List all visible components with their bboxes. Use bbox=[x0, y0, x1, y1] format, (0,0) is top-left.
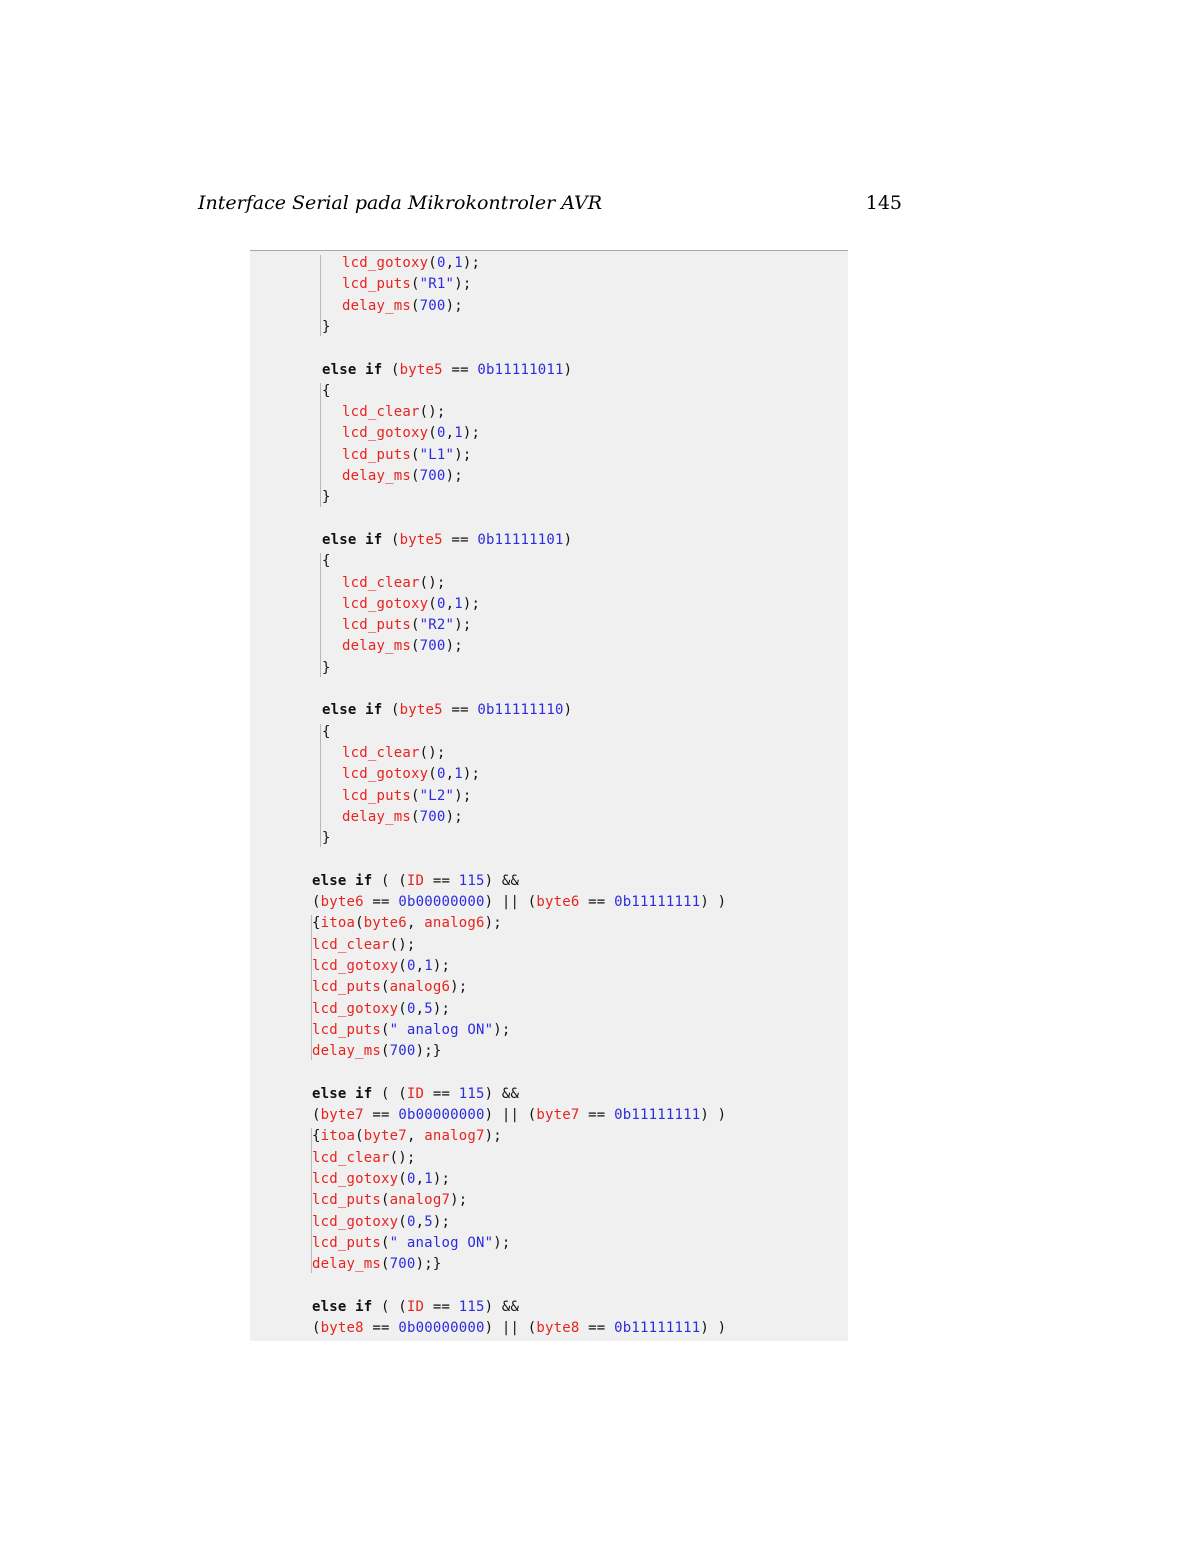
code-line bbox=[342, 423, 480, 444]
code-token: , bbox=[445, 595, 455, 612]
code-token: { bbox=[322, 382, 331, 399]
code-token: ); bbox=[454, 617, 472, 634]
code-token: ( bbox=[428, 766, 437, 783]
code-token: "L1" bbox=[419, 446, 455, 463]
code-token: , bbox=[415, 1213, 425, 1230]
code-line bbox=[342, 743, 446, 764]
code-token: 0b00000000 bbox=[398, 1320, 485, 1336]
code-token: byte7 bbox=[363, 1128, 407, 1145]
code-token: delay_ms bbox=[312, 1043, 382, 1060]
code-line bbox=[312, 935, 416, 956]
code-token: ); bbox=[484, 915, 502, 932]
code-line bbox=[312, 956, 450, 977]
code-token: lcd_clear bbox=[312, 1149, 390, 1166]
code-token: byte6 bbox=[536, 894, 580, 910]
code-token: 700 bbox=[419, 808, 446, 825]
code-token: (); bbox=[419, 744, 446, 761]
code-line bbox=[342, 636, 463, 657]
code-token: byte5 bbox=[399, 361, 443, 378]
code-token: 1 bbox=[454, 766, 463, 783]
code-token: lcd_gotoxy bbox=[342, 425, 429, 442]
code-token: byte7 bbox=[320, 1107, 364, 1123]
code-token: ) && bbox=[484, 1085, 520, 1102]
code-token: 0b00000000 bbox=[398, 1107, 485, 1123]
code-token: delay_ms bbox=[342, 297, 412, 314]
code-line bbox=[322, 381, 331, 402]
code-token: ) || ( bbox=[484, 894, 537, 910]
code-token: ( bbox=[411, 617, 420, 634]
code-token: == bbox=[424, 1298, 459, 1315]
code-token: 115 bbox=[458, 1085, 485, 1102]
code-token: ) bbox=[563, 531, 573, 548]
code-token: lcd_puts bbox=[312, 1234, 382, 1251]
code-token: ) || ( bbox=[484, 1320, 537, 1336]
code-token: (); bbox=[389, 1149, 416, 1166]
code-line bbox=[322, 828, 331, 849]
code-token: ( bbox=[428, 595, 437, 612]
code-token: 0 bbox=[436, 255, 446, 271]
code-token: { bbox=[322, 723, 331, 740]
code-token: 115 bbox=[458, 872, 485, 889]
code-token: lcd_clear bbox=[342, 404, 420, 421]
code-token: ( bbox=[312, 894, 321, 910]
code-token: ) && bbox=[484, 1298, 520, 1315]
code-token: 0b11111111 bbox=[614, 1107, 701, 1123]
code-token: byte8 bbox=[536, 1320, 580, 1336]
code-token: ); bbox=[493, 1021, 511, 1038]
code-token: == bbox=[363, 1320, 399, 1336]
code-token: ); bbox=[445, 468, 463, 484]
code-token: , bbox=[415, 1170, 425, 1187]
code-token: ( bbox=[411, 446, 420, 463]
code-token: 1 bbox=[424, 1170, 433, 1187]
code-token: ( bbox=[312, 1320, 321, 1336]
code-token: ); bbox=[445, 638, 463, 655]
code-token: ) || ( bbox=[484, 1107, 537, 1123]
code-token: );} bbox=[415, 1256, 442, 1273]
code-token: == bbox=[442, 702, 478, 719]
code-line bbox=[322, 530, 572, 551]
code-line bbox=[312, 999, 450, 1020]
code-token: == bbox=[363, 1107, 399, 1123]
code-token: 0 bbox=[436, 595, 446, 612]
code-token: ( ( bbox=[372, 1085, 407, 1102]
code-token: 0 bbox=[406, 957, 416, 974]
code-token: lcd_gotoxy bbox=[312, 1213, 399, 1230]
code-token: } bbox=[322, 318, 331, 335]
block-guide-line bbox=[311, 1128, 312, 1273]
code-token: 1 bbox=[454, 425, 463, 442]
code-token: else if bbox=[322, 361, 383, 378]
code-token: ); bbox=[445, 808, 463, 825]
code-token: , bbox=[445, 255, 455, 271]
code-token: ); bbox=[432, 1170, 451, 1187]
code-token: ( bbox=[381, 979, 390, 996]
code-token: ( bbox=[381, 1192, 390, 1209]
code-token: lcd_gotoxy bbox=[312, 1170, 399, 1187]
code-token: ( bbox=[312, 1107, 321, 1123]
code-line bbox=[312, 1041, 441, 1062]
code-token: ( bbox=[382, 361, 400, 378]
code-line bbox=[342, 615, 471, 636]
code-token: byte8 bbox=[320, 1320, 364, 1336]
code-token: == bbox=[579, 894, 615, 910]
code-token: (); bbox=[419, 574, 446, 591]
code-line bbox=[322, 700, 572, 721]
code-token: ); bbox=[462, 425, 481, 442]
code-token: ( bbox=[411, 297, 420, 314]
code-token: else if bbox=[312, 1298, 373, 1315]
code-token: ); bbox=[432, 1000, 451, 1017]
code-line bbox=[322, 722, 331, 743]
code-token: 0b00000000 bbox=[398, 894, 485, 910]
code-token: { bbox=[322, 553, 331, 570]
code-token: else if bbox=[322, 531, 383, 548]
code-line bbox=[312, 1190, 467, 1211]
block-guide-line bbox=[320, 553, 321, 677]
code-token: ); bbox=[454, 787, 472, 804]
code-line bbox=[322, 551, 331, 572]
code-token: lcd_gotoxy bbox=[342, 766, 429, 783]
code-line bbox=[312, 977, 467, 998]
code-token: 700 bbox=[389, 1256, 416, 1273]
code-token: ) && bbox=[484, 872, 520, 889]
code-token: ); bbox=[493, 1234, 511, 1251]
code-token: ); bbox=[484, 1128, 502, 1145]
code-token: == bbox=[579, 1320, 615, 1336]
code-token: (); bbox=[419, 404, 446, 421]
code-line bbox=[342, 764, 480, 785]
code-line bbox=[342, 402, 446, 423]
code-token: 115 bbox=[458, 1298, 485, 1315]
code-token: lcd_clear bbox=[342, 574, 420, 591]
code-line bbox=[342, 786, 471, 807]
code-token: 700 bbox=[419, 468, 446, 484]
code-line bbox=[312, 1020, 510, 1041]
block-guide-line bbox=[320, 255, 321, 336]
code-token: ( bbox=[382, 702, 400, 719]
code-token: 0 bbox=[436, 766, 446, 783]
code-line bbox=[342, 466, 463, 487]
code-line bbox=[322, 317, 331, 338]
code-line bbox=[312, 1169, 450, 1190]
code-line bbox=[322, 360, 572, 381]
code-token: ( bbox=[411, 638, 420, 655]
code-line bbox=[312, 871, 519, 892]
code-token: ( bbox=[381, 1043, 390, 1060]
code-line bbox=[342, 445, 471, 466]
code-token: ( bbox=[381, 1021, 390, 1038]
code-token: ); bbox=[432, 957, 451, 974]
page-number: 145 bbox=[865, 192, 902, 214]
code-token: else if bbox=[312, 1085, 373, 1102]
code-token: lcd_puts bbox=[312, 979, 382, 996]
code-token: delay_ms bbox=[312, 1256, 382, 1273]
block-guide-line bbox=[320, 724, 321, 848]
code-token: ( bbox=[428, 425, 437, 442]
code-token: ID bbox=[406, 872, 425, 889]
code-token: } bbox=[322, 830, 331, 847]
code-token: ( bbox=[381, 1256, 390, 1273]
code-line bbox=[342, 573, 446, 594]
code-token: lcd_puts bbox=[342, 617, 412, 634]
code-token: ( ( bbox=[372, 1298, 407, 1315]
code-token: (); bbox=[389, 936, 416, 953]
code-line bbox=[312, 1212, 450, 1233]
code-token: ( bbox=[355, 1128, 364, 1145]
code-token: itoa bbox=[320, 915, 356, 932]
code-token: byte7 bbox=[536, 1107, 580, 1123]
code-token: 0b11111111 bbox=[614, 1320, 701, 1336]
code-token: " analog ON" bbox=[389, 1021, 494, 1038]
code-token: analog7 bbox=[424, 1128, 485, 1145]
code-token: ); bbox=[445, 297, 463, 314]
code-token: lcd_clear bbox=[342, 744, 420, 761]
code-line bbox=[312, 1105, 726, 1126]
code-token: ( bbox=[382, 531, 400, 548]
code-line bbox=[312, 1318, 726, 1339]
code-token: ) bbox=[563, 361, 573, 378]
code-token: lcd_puts bbox=[342, 446, 412, 463]
code-token: );} bbox=[415, 1043, 442, 1060]
code-token: , bbox=[445, 766, 455, 783]
code-token: 1 bbox=[424, 957, 433, 974]
running-title: Interface Serial pada Mikrokontroler AVR bbox=[198, 192, 603, 214]
block-guide-line bbox=[320, 383, 321, 507]
code-token: itoa bbox=[320, 1128, 356, 1145]
code-token: 5 bbox=[424, 1213, 433, 1230]
code-token: ( bbox=[411, 808, 420, 825]
code-token: ( bbox=[381, 1234, 390, 1251]
code-token: 0 bbox=[406, 1213, 416, 1230]
code-line bbox=[312, 1084, 519, 1105]
code-token: lcd_puts bbox=[312, 1192, 382, 1209]
page-header bbox=[198, 192, 902, 220]
code-token: else if bbox=[312, 872, 373, 889]
code-token: ) ) bbox=[700, 1107, 727, 1123]
code-token: delay_ms bbox=[342, 468, 412, 484]
code-token: } bbox=[322, 659, 331, 676]
code-token: 1 bbox=[454, 595, 463, 612]
code-token: analog6 bbox=[424, 915, 485, 932]
code-line bbox=[322, 487, 331, 508]
code-token: byte6 bbox=[363, 915, 407, 932]
code-token: ID bbox=[406, 1085, 425, 1102]
code-token: ); bbox=[454, 446, 472, 463]
code-token: ( bbox=[398, 1000, 407, 1017]
code-token: == bbox=[579, 1107, 615, 1123]
code-line bbox=[312, 1233, 510, 1254]
code-token: 0b11111101 bbox=[477, 531, 564, 548]
code-line bbox=[342, 253, 480, 274]
code-token: 0b11111110 bbox=[477, 702, 564, 719]
code-line bbox=[312, 892, 726, 913]
code-token: ); bbox=[462, 595, 481, 612]
code-line bbox=[342, 807, 463, 828]
code-token: , bbox=[415, 1000, 425, 1017]
code-token: delay_ms bbox=[342, 638, 412, 655]
code-line bbox=[312, 1148, 416, 1169]
code-token: ); bbox=[450, 1192, 468, 1209]
code-line bbox=[342, 274, 471, 295]
code-token: , bbox=[445, 425, 455, 442]
code-token: ) ) bbox=[700, 894, 727, 910]
code-token: , bbox=[406, 1128, 425, 1145]
code-token: 700 bbox=[389, 1043, 416, 1060]
code-token: ) bbox=[563, 702, 573, 719]
code-token: ( bbox=[411, 468, 420, 484]
code-token: ) ) bbox=[700, 1320, 727, 1336]
code-token: ( bbox=[411, 276, 420, 293]
code-token: , bbox=[406, 915, 425, 932]
code-line bbox=[322, 658, 331, 679]
code-token: lcd_puts bbox=[342, 276, 412, 293]
code-token: lcd_clear bbox=[312, 936, 390, 953]
code-token: == bbox=[442, 361, 478, 378]
code-token: ( bbox=[398, 957, 407, 974]
code-token: "L2" bbox=[419, 787, 455, 804]
code-token: 700 bbox=[419, 297, 446, 314]
code-token: == bbox=[424, 1085, 459, 1102]
code-token: 0 bbox=[406, 1000, 416, 1017]
code-token: byte6 bbox=[320, 894, 364, 910]
code-token: byte5 bbox=[399, 702, 443, 719]
code-token: lcd_gotoxy bbox=[342, 255, 429, 271]
code-line bbox=[342, 296, 463, 317]
code-token: 5 bbox=[424, 1000, 433, 1017]
code-listing bbox=[250, 250, 848, 1341]
code-line bbox=[312, 913, 502, 934]
code-token: { bbox=[312, 915, 321, 932]
code-token: ); bbox=[462, 255, 481, 271]
code-token: 700 bbox=[419, 638, 446, 655]
code-token: ( bbox=[398, 1213, 407, 1230]
code-token: ID bbox=[406, 1298, 425, 1315]
code-token: ); bbox=[450, 979, 468, 996]
code-line bbox=[312, 1126, 502, 1147]
code-token: lcd_gotoxy bbox=[312, 957, 399, 974]
code-token: ( bbox=[355, 915, 364, 932]
code-token: analog7 bbox=[389, 1192, 451, 1209]
code-line bbox=[312, 1297, 519, 1318]
code-token: 0 bbox=[436, 425, 446, 442]
code-token: "R2" bbox=[419, 617, 455, 634]
code-token: 0b11111011 bbox=[477, 361, 564, 378]
code-token: 1 bbox=[454, 255, 463, 271]
code-token: ); bbox=[454, 276, 472, 293]
code-token: lcd_gotoxy bbox=[342, 595, 429, 612]
code-token: lcd_gotoxy bbox=[312, 1000, 399, 1017]
code-token: byte5 bbox=[399, 531, 443, 548]
code-token: == bbox=[442, 531, 478, 548]
code-token: ( bbox=[428, 255, 437, 271]
code-token: } bbox=[322, 489, 331, 506]
code-token: delay_ms bbox=[342, 808, 412, 825]
code-token: , bbox=[415, 957, 425, 974]
code-token: ( bbox=[398, 1170, 407, 1187]
code-token: { bbox=[312, 1128, 321, 1145]
code-token: lcd_puts bbox=[342, 787, 412, 804]
code-token: == bbox=[363, 894, 399, 910]
code-token: ( ( bbox=[372, 872, 407, 889]
code-line bbox=[342, 594, 480, 615]
code-token: analog6 bbox=[389, 979, 451, 996]
code-token: "R1" bbox=[419, 276, 455, 293]
code-token: ); bbox=[432, 1213, 451, 1230]
block-guide-line bbox=[311, 915, 312, 1060]
code-token: ( bbox=[411, 787, 420, 804]
code-token: else if bbox=[322, 702, 383, 719]
code-token: " analog ON" bbox=[389, 1234, 494, 1251]
code-token: ); bbox=[462, 766, 481, 783]
code-token: lcd_puts bbox=[312, 1021, 382, 1038]
code-token: == bbox=[424, 872, 459, 889]
code-token: 0 bbox=[406, 1170, 416, 1187]
code-line bbox=[312, 1254, 441, 1275]
code-token: 0b11111111 bbox=[614, 894, 701, 910]
